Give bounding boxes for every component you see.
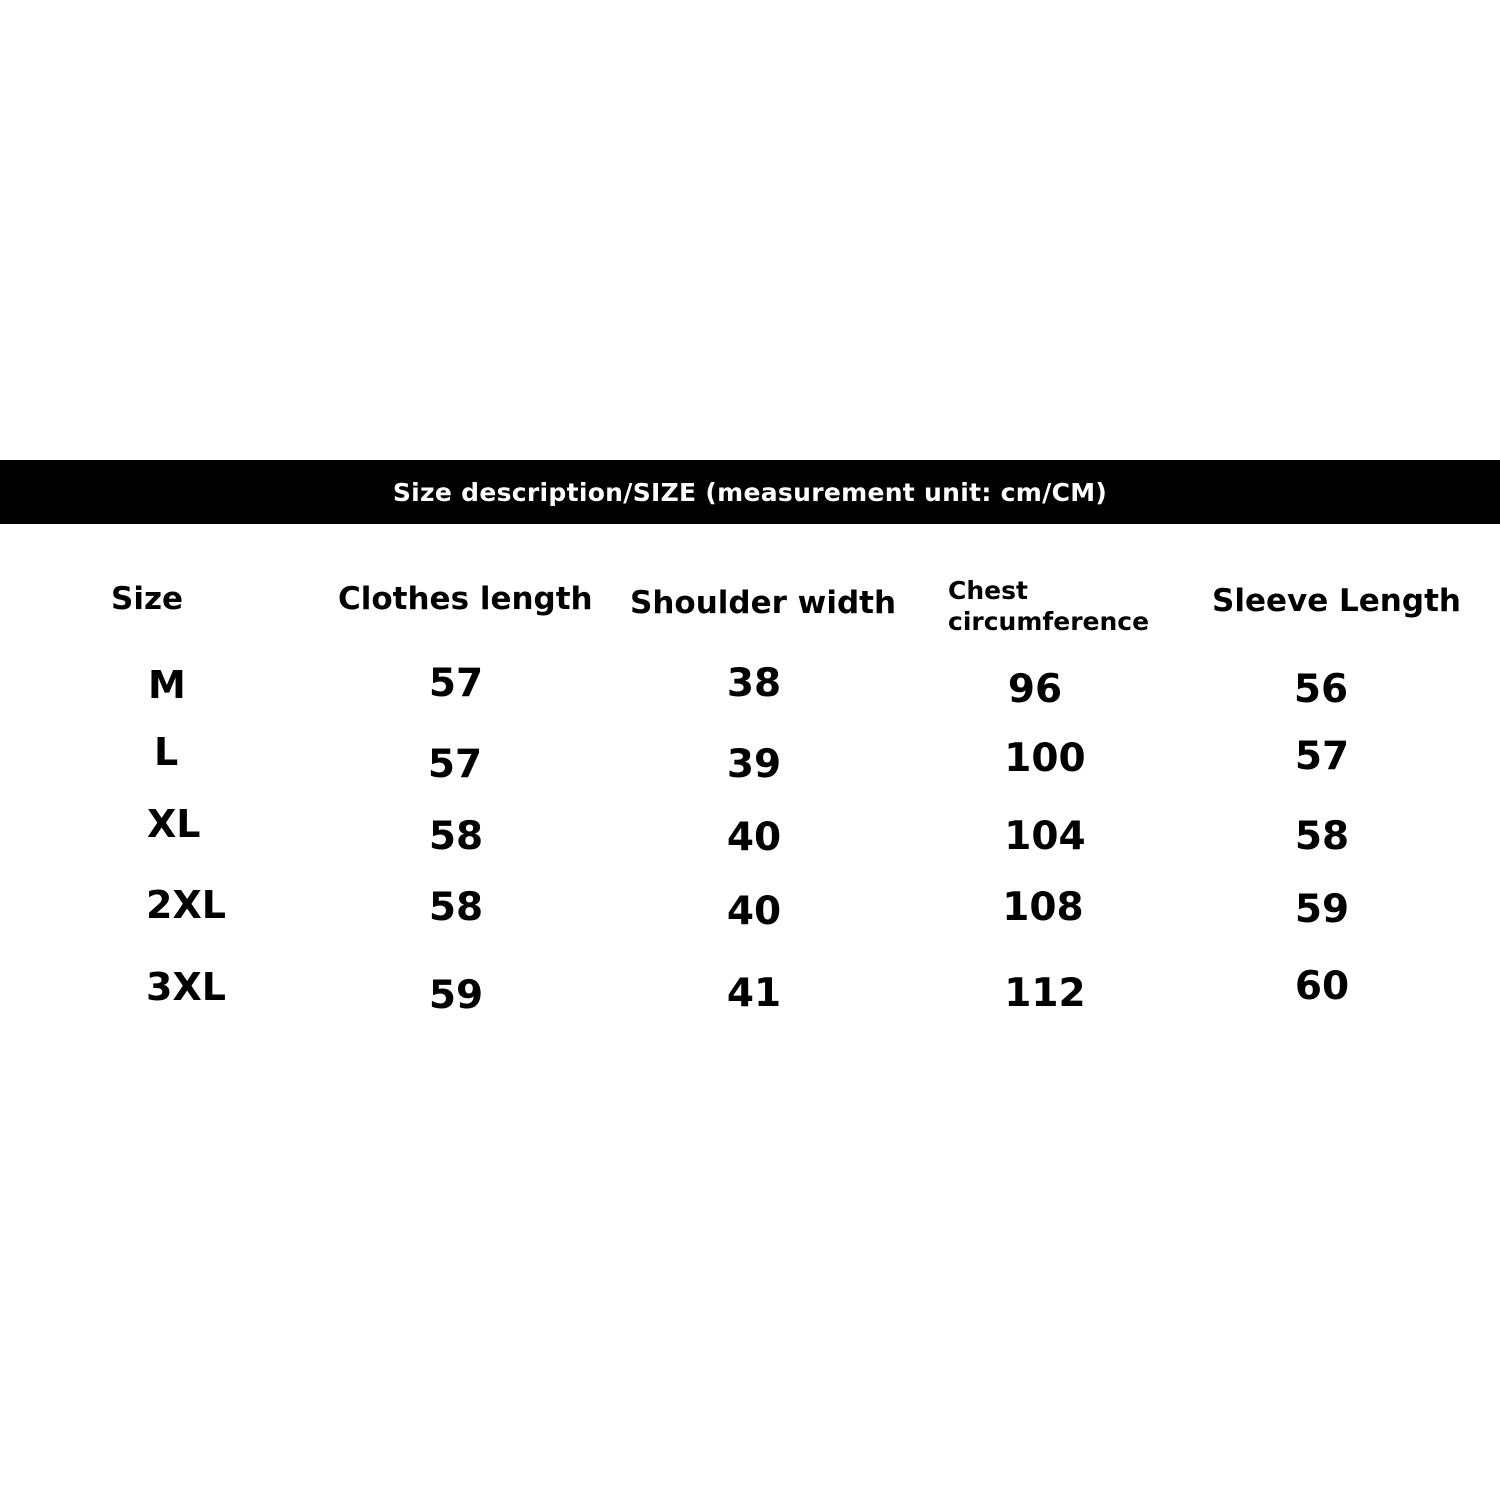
sleeve-length-cell: 58	[1294, 814, 1350, 859]
clothes-length-cell: 58	[428, 885, 484, 930]
chest-cell: 104	[1004, 814, 1086, 859]
header-chest-circumference	[948, 575, 1158, 638]
shoulder-width-cell: 40	[726, 889, 782, 934]
chest-cell: 112	[1004, 971, 1086, 1016]
clothes-length-cell: 57	[428, 661, 484, 706]
chest-cell: 108	[1002, 885, 1084, 930]
chest-cell: 96	[1007, 667, 1063, 712]
header-chest-line2: circumference	[948, 607, 1150, 637]
header-sleeve-length: Sleeve Length	[1212, 583, 1461, 619]
size-cell-xl: XL	[147, 802, 201, 846]
size-cell-m: M	[148, 663, 186, 707]
title-banner	[0, 460, 1500, 524]
chest-cell: 100	[1004, 736, 1086, 781]
size-cell-l: L	[154, 730, 179, 774]
sleeve-length-cell: 57	[1294, 734, 1350, 779]
shoulder-width-cell: 40	[726, 815, 782, 860]
clothes-length-cell: 59	[428, 973, 484, 1018]
header-shoulder-width: Shoulder width	[630, 585, 897, 621]
size-cell-3xl: 3XL	[146, 965, 226, 1009]
sleeve-length-cell: 56	[1293, 667, 1349, 712]
shoulder-width-cell: 41	[726, 971, 782, 1016]
shoulder-width-cell: 38	[726, 661, 782, 706]
header-chest-line1: Chest	[948, 576, 1028, 605]
banner-title: Size description/SIZE (measurement unit: cm/CM)	[392, 477, 1108, 507]
size-cell-2xl: 2XL	[146, 883, 226, 927]
header-size: Size	[111, 581, 184, 617]
clothes-length-cell: 58	[428, 814, 484, 859]
shoulder-width-cell: 39	[726, 742, 782, 787]
sleeve-length-cell: 59	[1294, 887, 1350, 932]
clothes-length-cell: 57	[427, 742, 483, 787]
sleeve-length-cell: 60	[1294, 964, 1350, 1009]
header-clothes-length: Clothes length	[338, 581, 593, 617]
